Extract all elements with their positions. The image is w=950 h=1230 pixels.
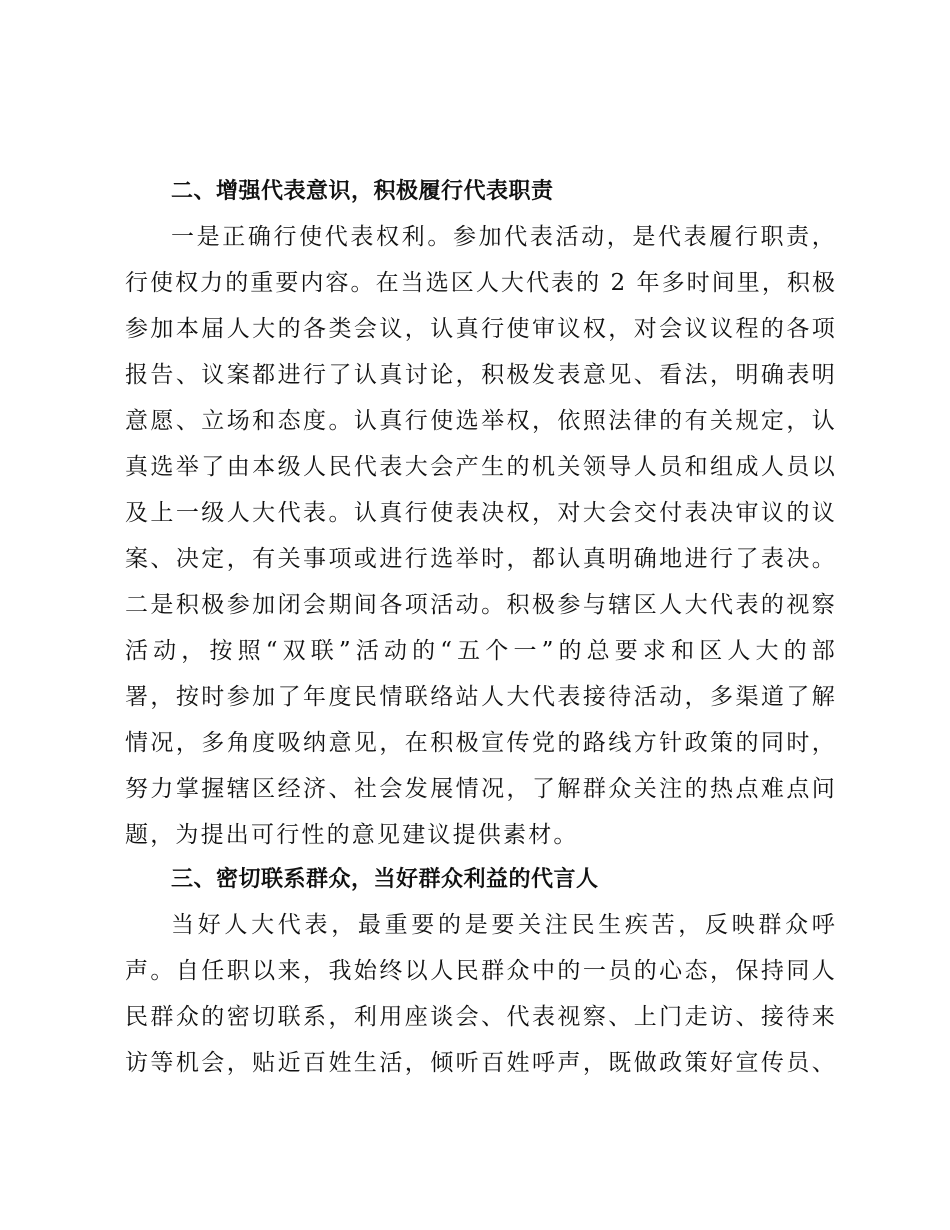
text-line: 一是正确行使代表权利。参加代表活动，是代表履行职责，	[171, 224, 837, 250]
text-line: 参加本届人大的各类会议，认真行使审议权，对会议议程的各项	[125, 316, 837, 342]
text-line: 报告、议案都进行了认真讨论，积极发表意见、看法，明确表明	[125, 362, 837, 388]
text-line: 真选举了由本级人民代表大会产生的机关领导人员和组成人员以	[125, 454, 837, 480]
text-line: 访等机会，贴近百姓生活，倾听百姓呼声，既做政策好宣传员、	[125, 1050, 837, 1076]
section-2-paragraph	[125, 214, 837, 858]
text-line: 情况，多角度吸纳意见，在积极宣传党的路线方针政策的同时，	[125, 730, 837, 756]
section-heading-2: 二、增强代表意识，积极履行代表职责	[171, 179, 554, 204]
document-body	[125, 170, 837, 1086]
section-3-paragraph	[125, 902, 837, 1086]
text-line: 行使权力的重要内容。在当选区人大代表的 2 年多时间里，积极	[125, 270, 837, 296]
text-line: 意愿、立场和态度。认真行使选举权，依照法律的有关规定，认	[125, 408, 837, 434]
text-line: 二是积极参加闭会期间各项活动。积极参与辖区人大代表的视察	[125, 592, 837, 618]
text-line: 及上一级人大代表。认真行使表决权，对大会交付表决审议的议	[125, 500, 837, 526]
text-line: 活动，按照“双联”活动的“五个一”的总要求和区人大的部	[125, 638, 837, 664]
text-line: 当好人大代表，最重要的是要关注民生疾苦，反映群众呼	[171, 912, 837, 938]
text-line: 案、决定，有关事项或进行选举时，都认真明确地进行了表决。	[125, 546, 837, 572]
text-line: 题，为提出可行性的意见建议提供素材。	[125, 822, 579, 848]
section-heading-3: 三、密切联系群众，当好群众利益的代言人	[171, 867, 599, 892]
text-line: 努力掌握辖区经济、社会发展情况，了解群众关注的热点难点问	[125, 776, 837, 802]
text-line: 署，按时参加了年度民情联络站人大代表接待活动，多渠道了解	[125, 684, 837, 710]
text-line: 民群众的密切联系，利用座谈会、代表视察、上门走访、接待来	[125, 1004, 837, 1030]
text-line: 声。自任职以来，我始终以人民群众中的一员的心态，保持同人	[125, 958, 837, 984]
